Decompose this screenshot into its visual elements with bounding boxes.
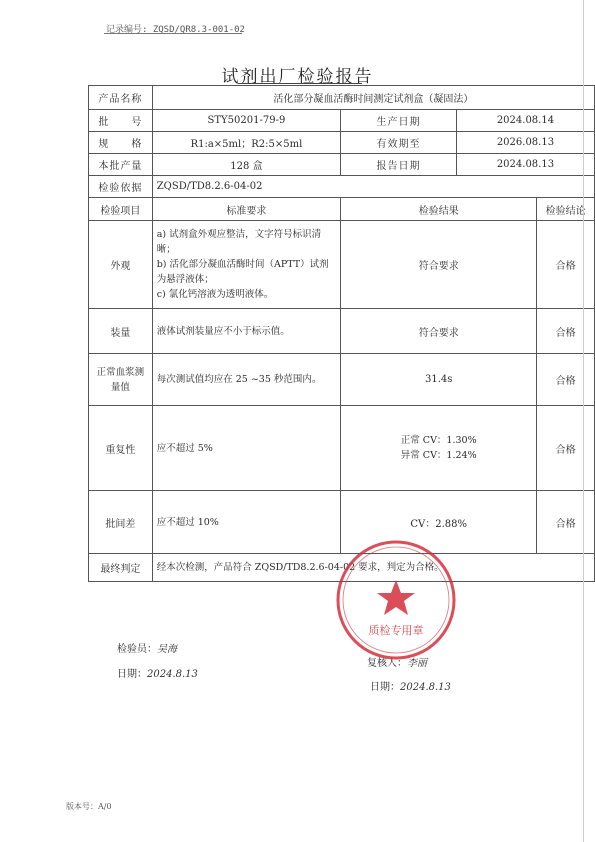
table-row bbox=[89, 221, 595, 309]
spec-value: R1:a×5ml；R2:5×5ml bbox=[152, 132, 340, 154]
final-label: 最终判定 bbox=[89, 554, 153, 582]
product-name-value: 活化部分凝血活酶时间测定试剂盒（凝固法） bbox=[152, 86, 594, 110]
standard-cell bbox=[152, 221, 340, 309]
version-footer: 版本号：A/0 bbox=[66, 802, 112, 811]
report-title: 试剂出厂检验报告 bbox=[221, 67, 374, 87]
record-code-underline bbox=[104, 33, 242, 34]
table-row bbox=[89, 406, 595, 491]
inspector-label: 检验员： bbox=[117, 644, 157, 655]
product-name-label: 产品名称 bbox=[89, 86, 153, 110]
standard-line: 应不超过 5% bbox=[156, 442, 213, 454]
standard-line: a) 试剂盒外观应整洁，文字符号标识清晰； bbox=[156, 229, 322, 255]
result-cell: 符合要求 bbox=[341, 309, 537, 354]
result-cell: 符合要求 bbox=[341, 221, 537, 309]
col-header-conclusion: 检验结论 bbox=[537, 198, 595, 221]
reviewer-date-block bbox=[370, 678, 451, 693]
page-edge-line bbox=[583, 0, 584, 842]
batch-value: STY50201-79-9 bbox=[152, 110, 340, 132]
col-header-result: 检验结果 bbox=[341, 198, 537, 221]
reviewer-label: 复核人： bbox=[367, 658, 407, 669]
result-line: 正常 CV：1.30% bbox=[400, 435, 477, 446]
reviewer-date: 2024.8.13 bbox=[400, 682, 451, 693]
production-date-label: 生产日期 bbox=[341, 110, 457, 132]
result-cell: CV：2.88% bbox=[341, 491, 537, 554]
standard-cell bbox=[152, 354, 340, 406]
item-cell: 正常血浆测量值 bbox=[89, 354, 153, 406]
report-date-value: 2024.08.13 bbox=[456, 154, 594, 176]
basis-label: 检验依据 bbox=[89, 176, 153, 198]
standard-line: 液体试剂装量应不小于标示值。 bbox=[156, 325, 290, 337]
conclusion-cell: 合格 bbox=[537, 406, 595, 491]
standard-line: b) 活化部分凝血活酶时间（APTT）试剂为悬浮液体； bbox=[156, 259, 329, 285]
result-cell bbox=[341, 406, 537, 491]
inspector-sign: 吴海 bbox=[157, 644, 177, 655]
item-cell: 批间差 bbox=[89, 491, 153, 554]
table-row bbox=[89, 354, 595, 406]
col-header-standard: 标准要求 bbox=[152, 198, 340, 221]
inspector-date-block bbox=[117, 665, 198, 680]
batch-label: 批 号 bbox=[89, 110, 153, 132]
inspector-signature bbox=[117, 640, 177, 655]
quantity-value: 128 盒 bbox=[152, 154, 340, 176]
conclusion-cell: 合格 bbox=[537, 354, 595, 406]
item-cell: 装量 bbox=[89, 309, 153, 354]
standard-line: c) 氯化钙溶液为透明液体。 bbox=[156, 289, 274, 300]
standard-line: 每次测试值均应在 25 ~35 秒范围内。 bbox=[156, 374, 322, 385]
company-seal bbox=[334, 538, 458, 662]
inspector-date-label: 日期： bbox=[117, 669, 147, 680]
production-date-value: 2024.08.14 bbox=[456, 110, 594, 132]
conclusion-cell: 合格 bbox=[537, 221, 595, 309]
star-icon bbox=[377, 580, 415, 615]
conclusion-cell: 合格 bbox=[537, 491, 595, 554]
expiry-label: 有效期至 bbox=[341, 132, 457, 154]
title-underline bbox=[238, 83, 362, 84]
result-line: 异常 CV：1.24% bbox=[400, 450, 477, 461]
record-code: 记录编号: ZQSD/QR8.3-001-02 bbox=[106, 25, 245, 35]
inspector-date: 2024.8.13 bbox=[147, 669, 198, 680]
basis-value: ZQSD/TD8.2.6-04-02 bbox=[152, 176, 594, 198]
reviewer-date-label: 日期： bbox=[370, 682, 400, 693]
inspection-table bbox=[88, 85, 595, 582]
item-cell: 重复性 bbox=[89, 406, 153, 491]
result-cell: 31.4s bbox=[341, 354, 537, 406]
report-date-label: 报告日期 bbox=[341, 154, 457, 176]
standard-line: 应不超过 10% bbox=[156, 516, 219, 528]
item-cell: 外观 bbox=[89, 221, 153, 309]
expiry-value: 2026.08.13 bbox=[456, 132, 594, 154]
reviewer-sign: 李丽 bbox=[407, 658, 427, 669]
conclusion-cell: 合格 bbox=[537, 309, 595, 354]
col-header-item: 检验项目 bbox=[89, 198, 153, 221]
standard-cell bbox=[152, 309, 340, 354]
spec-label: 规 格 bbox=[89, 132, 153, 154]
quantity-label: 本批产量 bbox=[89, 154, 153, 176]
standard-cell bbox=[152, 406, 340, 491]
final-value: 经本次检测，产品符合 ZQSD/TD8.2.6-04-02 要求，判定为合格。 bbox=[152, 554, 594, 582]
table-row bbox=[89, 309, 595, 354]
standard-cell bbox=[152, 491, 340, 554]
seal-text: 质检专用章 bbox=[368, 624, 424, 637]
